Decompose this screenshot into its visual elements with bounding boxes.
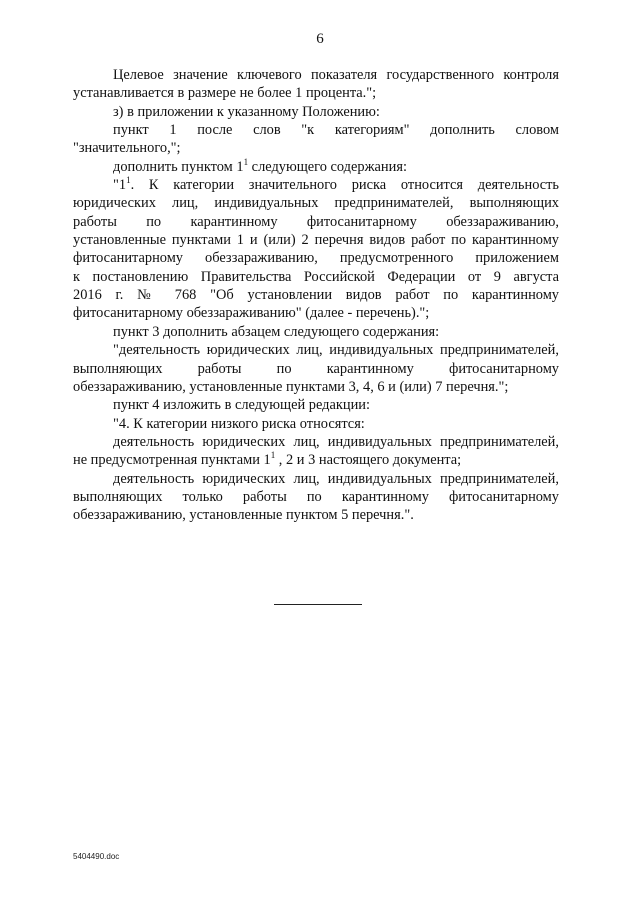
text-fragment: "1 [113,177,127,194]
text-line: деятельность юридических лиц, индивидуальных предпринимателей, [113,470,559,487]
paragraph-target-value [73,66,559,103]
text-line: з) в приложении к указанному Положению: [113,103,380,120]
text-line [73,451,559,469]
footer-document-code: 5404490.doc [73,852,120,861]
paragraph-low-risk [73,415,559,433]
text-fragment: . К категории значительного риска относится деятельность [130,177,559,194]
document-body [73,66,559,525]
text-line: пункт 4 изложить в следующей редакции: [113,397,370,414]
text-fragment: , 2 и 3 настоящего документа; [275,452,462,469]
end-divider-line [274,604,362,605]
text-fragment: не предусмотренная пунктами 1 [73,452,271,469]
text-fragment: дополнить пунктом 1 [113,158,244,175]
paragraph-point-4 [73,396,559,414]
text-line: обеззараживанию, установленные пунктом 5 перечня.". [73,507,414,524]
text-line: обеззараживанию, установленные пунктами 3, 4, 6 и (или) 7 перечня."; [73,378,509,395]
paragraph-point-3 [73,323,559,341]
text-line: деятельность юридических лиц, индивидуальных предпринимателей, [113,433,559,450]
text-line: фитосанитарному обеззараживанию" (далее - перечень)."; [73,305,430,322]
text-line: "4. К категории низкого риска относятся: [113,415,365,432]
paragraph-point-1 [73,121,559,158]
paragraph-low-risk-item-2 [73,470,559,525]
text-line: Целевое значение ключевого показателя государственного контроля [113,67,559,83]
page-number: 6 [316,31,324,47]
text-line: пункт 1 после слов "к категориям" дополнить словом [113,122,559,139]
text-line: 2016 г. № 768 "Об установлении видов работ по карантинному [73,287,559,304]
text-line: устанавливается в размере не более 1 процента."; [73,85,377,102]
text-line: выполняющих работы по карантинному фитосанитарному [73,360,559,377]
text-line: "значительного,"; [73,140,181,157]
paragraph-item-z [73,103,559,121]
paragraph-add-point-1-1 [73,158,559,176]
text-line: пункт 3 дополнить абзацем следующего содержания: [113,323,440,340]
paragraph-point-3-text [73,341,559,396]
paragraph-low-risk-item-1 [73,433,559,470]
text-line: установленные пунктами 1 и (или) 2 перечня видов работ по карантинному [73,232,559,249]
text-line: фитосанитарному обеззараживанию, предусмотренного приложением [73,250,559,267]
text-fragment: следующего содержания: [248,158,407,175]
text-line: "деятельность юридических лиц, индивидуальных предпринимателей, [113,342,559,359]
superscript: 1 [126,175,131,186]
text-line: юридических лиц, индивидуальных предпринимателей, выполняющих [73,195,559,212]
superscript: 1 [243,156,249,167]
text-line: к постановлению Правительства Российской Федерации от 9 августа [73,268,559,285]
paragraph-significant-risk [73,176,559,323]
text-line: выполняющих только работы по карантинному фитосанитарному [73,488,559,505]
text-line [73,158,559,176]
text-line: работы по карантинному фитосанитарному обеззараживанию, [73,213,559,230]
text-line [73,176,559,194]
superscript: 1 [270,450,276,461]
